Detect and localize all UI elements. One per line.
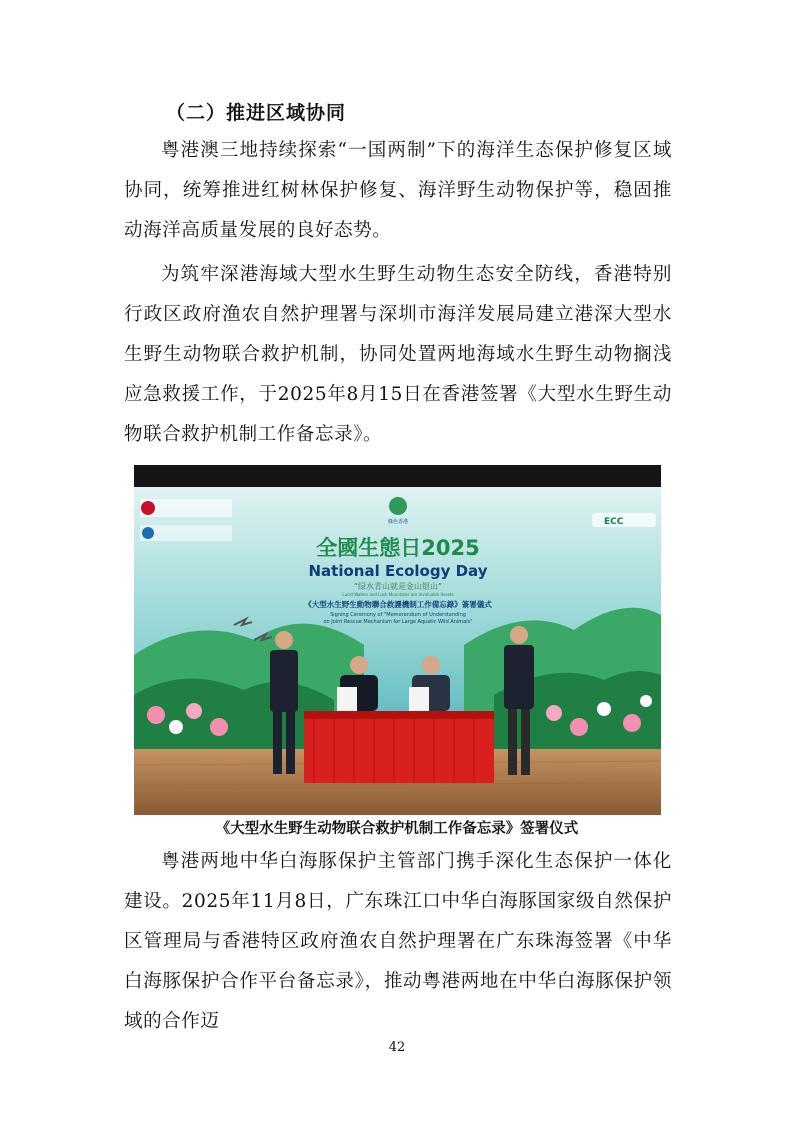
banner-title-en: National Ecology Day [308, 562, 488, 580]
ceremony-title-cn: 《大型水生野生動物聯合救護機制工作備忘錄》簽署儀式 [304, 600, 492, 609]
banner-title-cn: 全國生態日2025 [316, 536, 480, 560]
page-number: 42 [388, 1040, 406, 1055]
paragraph-2: 为筑牢深港海域大型水生野生动物生态安全防线，香港特别行政区政府渔农自然护理署与深圳市海洋发展局建立港深大型水生野生动物联合救护机制，协同处置两地海域水生野生动物搁浅应急救援工作，于2025年8月15日在香港签署《大型水生野生动物联合救护机制工作备忘录》。 [124, 264, 672, 445]
logo-right-label: ECC [604, 517, 624, 527]
logo-center-label: 綠色香港 [387, 519, 409, 525]
photo-caption: 《大型水生野生动物联合救护机制工作备忘录》签署仪式 [215, 821, 579, 837]
paragraph-1: 粤港澳三地持续探索“一国两制”下的海洋生态保护修复区域协同，统筹推进红树林保护修复、海洋野生动物保护等，稳固推动海洋高质量发展的良好态势。 [124, 140, 672, 241]
banner-slogan-en: Lucid Waters and Lush Mountains are Invaluable Assets [342, 592, 454, 597]
ceremony-title-en-2: on Joint Rescue Mechanism for Large Aquatic Wild Animals" [323, 619, 473, 625]
banner-slogan: “绿水青山就是金山银山” [353, 582, 443, 591]
ceremony-title-en-1: Signing Ceremony of "Memorandum of Understanding [330, 612, 466, 618]
paragraph-3: 粤港两地中华白海豚保护主管部门携手深化生态保护一体化建设。2025年11月8日，广东珠江口中华白海豚国家级自然保护区管理局与香港特区政府渔农自然护理署在广东珠海签署《中华白海豚保护合作平台备忘录》，推动粤港两地在中华白海豚保护领域的合作迈 [124, 851, 672, 1032]
signing-ceremony-photo [134, 465, 661, 815]
section-heading: （二）推进区域协同 [166, 102, 347, 124]
